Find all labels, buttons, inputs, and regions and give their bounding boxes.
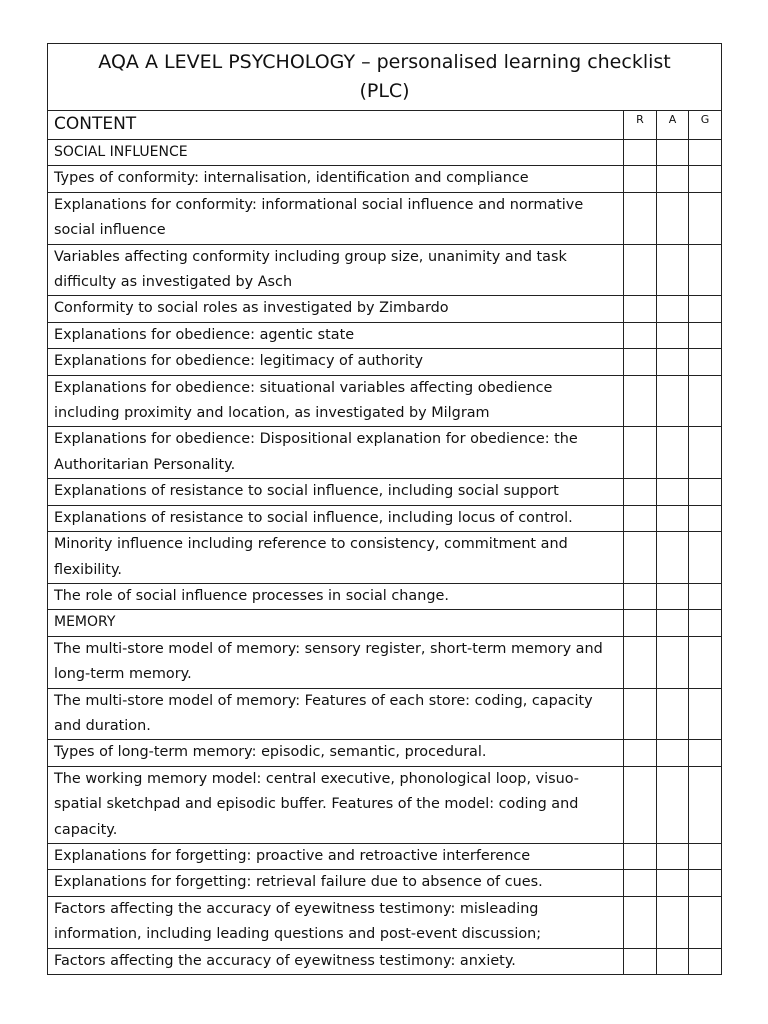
rating-r-checkbox[interactable]: [624, 636, 657, 688]
section-heading: MEMORY: [48, 610, 624, 636]
rating-a-checkbox[interactable]: [657, 896, 689, 948]
rating-r-checkbox[interactable]: [624, 532, 657, 584]
table-row: [48, 896, 722, 948]
rating-r-checkbox[interactable]: [624, 896, 657, 948]
table-row: [48, 479, 722, 505]
g-header: G: [689, 111, 722, 140]
rating-g-checkbox[interactable]: [689, 583, 722, 609]
checklist-item: The working memory model: central executive, phonological loop, visuo-spatial sketchpad and episodic buffer. Features of the model: coding and capacity.: [48, 766, 624, 843]
rating-r-checkbox[interactable]: [624, 870, 657, 896]
rating-a-checkbox[interactable]: [657, 349, 689, 375]
table-row: [48, 192, 722, 244]
rating-g-checkbox[interactable]: [689, 688, 722, 740]
rating-a-checkbox[interactable]: [657, 843, 689, 869]
checklist-item: Explanations for obedience: agentic state: [48, 322, 624, 348]
rating-a-checkbox[interactable]: [657, 375, 689, 427]
r-header: R: [624, 111, 657, 140]
table-row: [48, 349, 722, 375]
rating-a-checkbox[interactable]: [657, 948, 689, 974]
rating-a-checkbox[interactable]: [657, 505, 689, 531]
checklist-item: Explanations for forgetting: retrieval failure due to absence of cues.: [48, 870, 624, 896]
table-row: [48, 870, 722, 896]
checklist-item: Explanations for obedience: Dispositional explanation for obedience: the Authoritarian Personality.: [48, 427, 624, 479]
table-row: [48, 766, 722, 843]
rating-r-checkbox[interactable]: [624, 322, 657, 348]
section-row: [48, 610, 722, 636]
rating-g-checkbox[interactable]: [689, 375, 722, 427]
section-r-checkbox[interactable]: [624, 140, 657, 166]
section-heading: SOCIAL INFLUENCE: [48, 140, 624, 166]
rating-g-checkbox[interactable]: [689, 296, 722, 322]
rating-g-checkbox[interactable]: [689, 244, 722, 296]
checklist-item: Minority influence including reference to consistency, commitment and flexibility.: [48, 532, 624, 584]
rating-r-checkbox[interactable]: [624, 375, 657, 427]
table-row: [48, 375, 722, 427]
rating-a-checkbox[interactable]: [657, 688, 689, 740]
rating-r-checkbox[interactable]: [624, 688, 657, 740]
checklist-item: Variables affecting conformity including group size, unanimity and task difficulty as investigated by Asch: [48, 244, 624, 296]
table-row: [48, 505, 722, 531]
checklist-item: Explanations for obedience: situational variables affecting obedience including proximity and location, as investigated by Milgram: [48, 375, 624, 427]
rating-r-checkbox[interactable]: [624, 166, 657, 192]
table-row: [48, 244, 722, 296]
rating-a-checkbox[interactable]: [657, 244, 689, 296]
rating-r-checkbox[interactable]: [624, 505, 657, 531]
rating-a-checkbox[interactable]: [657, 870, 689, 896]
rating-r-checkbox[interactable]: [624, 948, 657, 974]
page-title: AQA A LEVEL PSYCHOLOGY – personalised learning checklist (PLC): [98, 51, 671, 102]
table-row: [48, 166, 722, 192]
rating-a-checkbox[interactable]: [657, 427, 689, 479]
table-row: [48, 843, 722, 869]
checklist-item: Types of long-term memory: episodic, semantic, procedural.: [48, 740, 624, 766]
rating-r-checkbox[interactable]: [624, 766, 657, 843]
checklist-item: Explanations of resistance to social influence, including locus of control.: [48, 505, 624, 531]
header-row: [48, 111, 722, 140]
section-a-checkbox[interactable]: [657, 610, 689, 636]
rating-g-checkbox[interactable]: [689, 870, 722, 896]
checklist-body: [48, 44, 722, 975]
checklist-item: The multi-store model of memory: Features of each store: coding, capacity and duration.: [48, 688, 624, 740]
rating-r-checkbox[interactable]: [624, 427, 657, 479]
table-row: [48, 740, 722, 766]
rating-g-checkbox[interactable]: [689, 505, 722, 531]
checklist-table: [47, 43, 722, 975]
rating-a-checkbox[interactable]: [657, 740, 689, 766]
checklist-item: Explanations for obedience: legitimacy of authority: [48, 349, 624, 375]
a-header: A: [657, 111, 689, 140]
table-row: [48, 532, 722, 584]
table-row: [48, 583, 722, 609]
rating-g-checkbox[interactable]: [689, 192, 722, 244]
rating-g-checkbox[interactable]: [689, 479, 722, 505]
rating-a-checkbox[interactable]: [657, 532, 689, 584]
table-row: [48, 948, 722, 974]
checklist-item: Factors affecting the accuracy of eyewitness testimony: anxiety.: [48, 948, 624, 974]
rating-a-checkbox[interactable]: [657, 583, 689, 609]
rating-g-checkbox[interactable]: [689, 427, 722, 479]
rating-g-checkbox[interactable]: [689, 166, 722, 192]
table-row: [48, 322, 722, 348]
section-g-checkbox[interactable]: [689, 140, 722, 166]
rating-g-checkbox[interactable]: [689, 740, 722, 766]
table-row: [48, 427, 722, 479]
content-header: CONTENT: [48, 111, 624, 140]
table-row: [48, 296, 722, 322]
rating-a-checkbox[interactable]: [657, 322, 689, 348]
checklist-item: Explanations for conformity: informational social influence and normative social influence: [48, 192, 624, 244]
rating-g-checkbox[interactable]: [689, 349, 722, 375]
title-cell: [48, 44, 722, 111]
rating-r-checkbox[interactable]: [624, 479, 657, 505]
rating-g-checkbox[interactable]: [689, 896, 722, 948]
rating-g-checkbox[interactable]: [689, 532, 722, 584]
rating-a-checkbox[interactable]: [657, 636, 689, 688]
table-row: [48, 688, 722, 740]
rating-g-checkbox[interactable]: [689, 636, 722, 688]
rating-r-checkbox[interactable]: [624, 740, 657, 766]
rating-a-checkbox[interactable]: [657, 166, 689, 192]
rating-a-checkbox[interactable]: [657, 296, 689, 322]
rating-a-checkbox[interactable]: [657, 766, 689, 843]
checklist-item: Explanations for forgetting: proactive and retroactive interference: [48, 843, 624, 869]
rating-r-checkbox[interactable]: [624, 296, 657, 322]
checklist-item: Types of conformity: internalisation, identification and compliance: [48, 166, 624, 192]
checklist-item: Explanations of resistance to social influence, including social support: [48, 479, 624, 505]
rating-r-checkbox[interactable]: [624, 843, 657, 869]
rating-g-checkbox[interactable]: [689, 322, 722, 348]
checklist-item: Factors affecting the accuracy of eyewitness testimony: misleading information, including leading questions and post-event discussion;: [48, 896, 624, 948]
section-row: [48, 140, 722, 166]
section-g-checkbox[interactable]: [689, 610, 722, 636]
table-row: [48, 636, 722, 688]
checklist-item: The multi-store model of memory: sensory register, short-term memory and long-term memory.: [48, 636, 624, 688]
section-a-checkbox[interactable]: [657, 140, 689, 166]
rating-g-checkbox[interactable]: [689, 766, 722, 843]
rating-a-checkbox[interactable]: [657, 479, 689, 505]
section-r-checkbox[interactable]: [624, 610, 657, 636]
rating-r-checkbox[interactable]: [624, 349, 657, 375]
checklist-item: The role of social influence processes in social change.: [48, 583, 624, 609]
rating-r-checkbox[interactable]: [624, 583, 657, 609]
rating-g-checkbox[interactable]: [689, 843, 722, 869]
checklist-item: Conformity to social roles as investigated by Zimbardo: [48, 296, 624, 322]
rating-a-checkbox[interactable]: [657, 192, 689, 244]
rating-r-checkbox[interactable]: [624, 244, 657, 296]
title-row: [48, 44, 722, 111]
rating-r-checkbox[interactable]: [624, 192, 657, 244]
rating-g-checkbox[interactable]: [689, 948, 722, 974]
